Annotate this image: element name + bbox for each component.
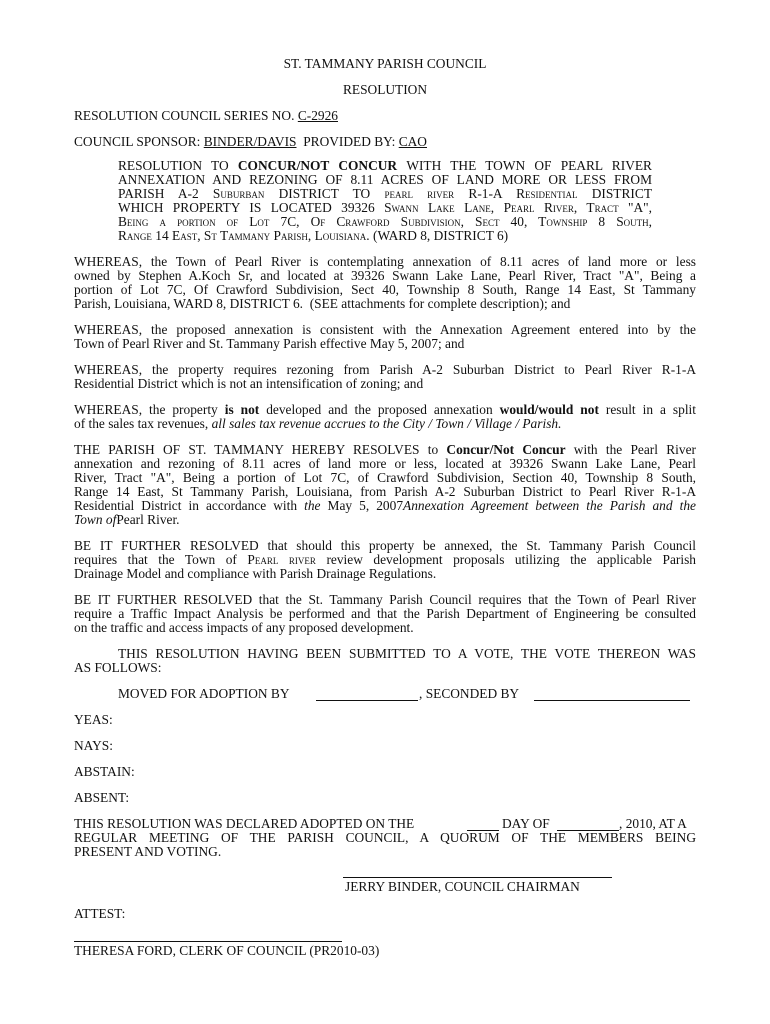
nays-label: NAYS: xyxy=(74,738,113,753)
title-line-3: PARISH A-2 Suburban DISTRICT TO pearl river R-1-A Residential DISTRICT xyxy=(118,186,652,201)
moved-by-label: MOVED FOR ADOPTION BY xyxy=(118,686,290,701)
title-l1-concur: CONCUR/NOT CONCUR xyxy=(237,158,398,173)
clerk-name: THERESA FORD, CLERK OF COUNCIL (PR2010-03) xyxy=(74,943,380,958)
adopted-line-1-b: DAY OF xyxy=(502,816,550,831)
provided-by-label: PROVIDED BY: xyxy=(303,134,396,149)
whereas-4-text-c: developed and the proposed annexation xyxy=(266,402,493,417)
council-heading: ST. TAMMANY PARISH COUNCIL xyxy=(283,56,487,71)
sponsor-label: COUNCIL SPONSOR: xyxy=(74,134,201,149)
whereas-1-line-4: Parish, Louisiana, WARD 8, DISTRICT 6. (SEE attachments for complete description); and xyxy=(74,296,571,311)
yeas-label: YEAS: xyxy=(74,712,113,727)
further-2-line-3: on the traffic and access impacts of any proposed development. xyxy=(74,620,414,635)
further-1-line-2 xyxy=(74,552,696,567)
title-l1-c: WITH THE TOWN OF PEARL RIVER xyxy=(406,158,652,173)
whereas-4-text-a: WHEREAS, the property xyxy=(74,402,218,417)
sponsor-line xyxy=(74,134,427,149)
further-1-line-1: BE IT FURTHER RESOLVED that should this property be annexed, the St. Tammany Parish Council xyxy=(74,538,696,553)
whereas-4-text-f: of the sales tax revenues, xyxy=(74,416,209,431)
chairman-signature-line xyxy=(343,877,612,878)
whereas-3-line-1: WHEREAS, the property requires rezoning from Parish A-2 Suburban District to Pearl River R-1-A xyxy=(74,362,696,377)
abstain-label: ABSTAIN: xyxy=(74,764,135,779)
resolves-concur: Concur/Not Concur xyxy=(446,442,566,457)
further-2-line-1: BE IT FURTHER RESOLVED that the St. Tammany Parish Council requires that the Town of Pearl River xyxy=(74,592,696,607)
whereas-4-text-e: result in a split xyxy=(605,402,696,417)
whereas-2-line-1: WHEREAS, the proposed annexation is consistent with the Annexation Agreement entered into by the xyxy=(74,322,696,337)
further-1-pearl-river: Pearl river xyxy=(247,552,316,567)
resolves-text-c: with the Pearl River xyxy=(573,442,696,457)
seconded-by-blank xyxy=(534,700,690,701)
title-line-5: Being a portion of Lot 7C, Of Crawford Subdivision, Sect 40, Township 8 South, xyxy=(118,214,652,229)
whereas-4-would: would/would not xyxy=(499,402,599,417)
vote-line-2: AS FOLLOWS: xyxy=(74,660,162,675)
sponsor-name: BINDER/DAVIS xyxy=(203,134,297,149)
absent-label: ABSENT: xyxy=(74,790,130,805)
title-line-4: WHICH PROPERTY IS LOCATED 39326 Swann Lake Lane, Pearl River, Tract "A", xyxy=(118,200,652,215)
resolves-line-5 xyxy=(74,498,696,513)
provided-by-value: CAO xyxy=(398,134,427,149)
whereas-4-line-1 xyxy=(74,402,696,417)
series-line xyxy=(74,108,338,123)
vote-line-1: THIS RESOLUTION HAVING BEEN SUBMITTED TO A VOTE, THE VOTE THEREON WAS xyxy=(118,646,696,661)
resolves-line-3: River, Tract "A", Being a portion of Lot 7C, of Crawford Subdivision, Section 40, Township 8 South, xyxy=(74,470,696,485)
seconded-by-label: , SECONDED BY xyxy=(419,686,520,701)
whereas-4-sales-tax: all sales tax revenue accrues to the City / Town / Village / Parish. xyxy=(211,416,562,431)
whereas-1-line-2: owned by Stephen A.Koch Sr, and located at 39326 Swann Lake Lane, Pearl River, Tract "A", Being a xyxy=(74,268,696,283)
adopted-line-2: REGULAR MEETING OF THE PARISH COUNCIL, A QUORUM OF THE MEMBERS BEING xyxy=(74,830,696,845)
resolves-agreement: Annexation Agreement between the Parish and the xyxy=(403,498,696,513)
moved-by-blank xyxy=(316,700,418,701)
whereas-4-is-not: is not xyxy=(224,402,260,417)
series-number: C-2926 xyxy=(297,108,338,123)
adopted-line-3: PRESENT AND VOTING. xyxy=(74,844,222,859)
chairman-name: JERRY BINDER, COUNCIL CHAIRMAN xyxy=(345,879,580,894)
resolves-text-a: THE PARISH OF ST. TAMMANY HEREBY RESOLVES to xyxy=(74,442,439,457)
resolves-date: May 5, 2007 xyxy=(327,498,404,513)
resolves-pearl-river: Pearl River. xyxy=(116,512,180,527)
whereas-1-line-1: WHEREAS, the Town of Pearl River is contemplating annexation of 8.11 acres of land more or less xyxy=(74,254,696,269)
title-l1-a: RESOLUTION TO xyxy=(118,158,229,173)
resolves-line-4: Range 14 East, St Tammany Parish, Louisiana, from Parish A-2 Suburban District to Pearl River R-1-A xyxy=(74,484,696,499)
attest-label: ATTEST: xyxy=(74,906,126,921)
resolves-line-1 xyxy=(74,442,696,457)
whereas-1-line-3: portion of Lot 7C, Of Crawford Subdivision, Sect 40, Township 8 South, Range 14 East, St Tammany xyxy=(74,282,696,297)
resolves-text-e: Residential District in accordance with xyxy=(74,498,298,513)
title-line-1 xyxy=(118,158,652,173)
title-line-2: ANNEXATION AND REZONING OF 8.11 ACRES OF LAND MORE OR LESS FROM xyxy=(118,172,652,187)
clerk-signature-line xyxy=(74,941,342,942)
document-type-heading: RESOLUTION xyxy=(342,82,428,97)
adopted-line-1-a: THIS RESOLUTION WAS DECLARED ADOPTED ON THE xyxy=(74,816,415,831)
resolves-line-2: annexation and rezoning of 8.11 acres of land more or less, located at 39326 Swann Lake Lane, Pearl xyxy=(74,456,696,471)
further-2-line-2: require a Traffic Impact Analysis be performed and that the Parish Department of Engineering be consulted xyxy=(74,606,696,621)
further-1-text-c: review development proposals utilizing the applicable Parish xyxy=(326,552,696,567)
whereas-3-line-2: Residential District which is not an intensification of zoning; and xyxy=(74,376,424,391)
resolves-the: the xyxy=(304,498,321,513)
resolves-line-6 xyxy=(74,512,180,527)
resolves-town-of: Town of xyxy=(74,512,117,527)
title-line-6: Range 14 East, St Tammany Parish, Louisiana. (WARD 8, DISTRICT 6) xyxy=(118,228,509,243)
further-1-line-3: Drainage Model and compliance with Parish Drainage Regulations. xyxy=(74,566,437,581)
adopted-line-1-c: , 2010, AT A xyxy=(619,816,687,831)
further-1-text-a: requires that the Town of xyxy=(74,552,237,567)
series-label: RESOLUTION COUNCIL SERIES NO. xyxy=(74,108,295,123)
whereas-2-line-2: Town of Pearl River and St. Tammany Parish effective May 5, 2007; and xyxy=(74,336,465,351)
whereas-4-line-2 xyxy=(74,416,561,431)
